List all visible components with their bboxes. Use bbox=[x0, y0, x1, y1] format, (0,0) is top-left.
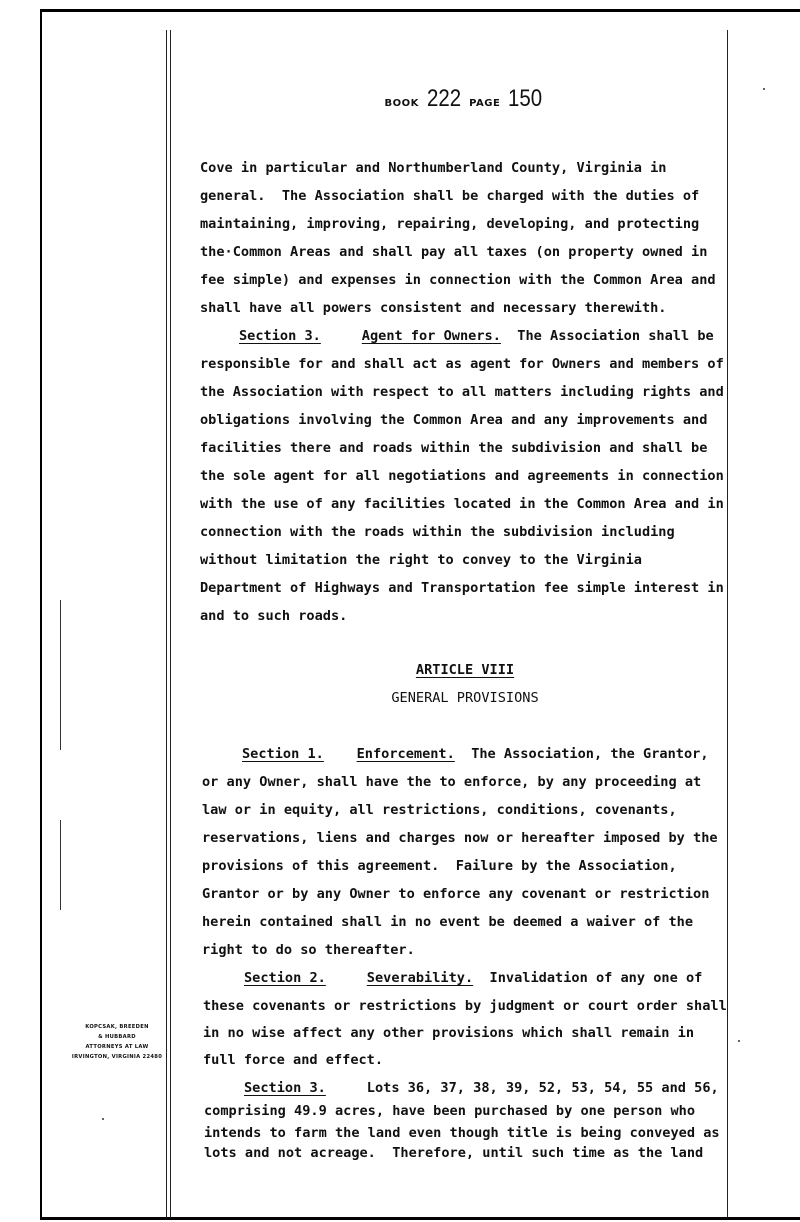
body-line: right to do so thereafter. bbox=[202, 942, 415, 958]
body-line: full force and effect. bbox=[203, 1052, 384, 1068]
body-line: Cove in particular and Northumberland County, Virginia in bbox=[200, 160, 667, 176]
firm-address: IRVINGTON, VIRGINIA 22480 bbox=[71, 1054, 163, 1060]
body-line: fee simple) and expenses in connection with the Common Area and bbox=[200, 272, 716, 288]
body-line: obligations involving the Common Area and any improvements and bbox=[200, 412, 708, 428]
right-margin-rule bbox=[727, 30, 728, 1218]
body-line: the Association with respect to all matters including rights and bbox=[200, 384, 724, 400]
section-1-first-line bbox=[242, 746, 709, 762]
page-border-left bbox=[40, 9, 42, 1220]
scan-speck bbox=[763, 88, 765, 90]
scan-edge-mark bbox=[60, 820, 61, 910]
scan-speck bbox=[738, 1040, 740, 1042]
body-line: herein contained shall in no event be deemed a waiver of the bbox=[202, 914, 694, 930]
section-heading: Enforcement. bbox=[356, 746, 455, 762]
body-line: maintaining, improving, repairing, developing, and protecting bbox=[200, 216, 700, 232]
section-3-agent-first-line bbox=[239, 328, 714, 344]
section-heading: Agent for Owners. bbox=[361, 328, 501, 344]
firm-name-cont: & HUBBARD bbox=[98, 1034, 136, 1040]
firm-profession: ATTORNEYS AT LAW bbox=[85, 1044, 149, 1050]
body-line: law or in equity, all restrictions, conditions, covenants, bbox=[202, 802, 677, 818]
body-line: or any Owner, shall have the to enforce, by any proceeding at bbox=[202, 774, 702, 790]
section-3-lots-first-line bbox=[244, 1080, 719, 1096]
body-line: with the use of any facilities located in the Common Area and in bbox=[200, 496, 724, 512]
body-line: responsible for and shall act as agent for Owners and members of bbox=[200, 356, 724, 372]
body-text: The Association, the Grantor, bbox=[471, 746, 709, 762]
book-page-header bbox=[200, 85, 730, 113]
book-label: BOOK bbox=[384, 98, 419, 109]
body-line: reservations, liens and charges now or hereafter imposed by the bbox=[202, 830, 718, 846]
firm-name: KOPCSAK, BREEDEN bbox=[85, 1024, 149, 1030]
body-line: connection with the roads within the subdivision including bbox=[200, 524, 675, 540]
body-line: facilities there and roads within the subdivision and shall be bbox=[200, 440, 708, 456]
body-line: Department of Highways and Transportation fee simple interest in bbox=[200, 580, 724, 596]
scan-edge-mark bbox=[60, 600, 61, 750]
page-number: 150 bbox=[508, 85, 543, 112]
body-line: Grantor or by any Owner to enforce any covenant or restriction bbox=[202, 886, 710, 902]
body-line: the·Common Areas and shall pay all taxes (on property owned in bbox=[200, 244, 708, 260]
body-line: provisions of this agreement. Failure by the Association, bbox=[202, 858, 677, 874]
article-title: ARTICLE VIII bbox=[415, 662, 515, 678]
section-label: Section 1. bbox=[242, 746, 324, 762]
margin-rule bbox=[170, 30, 171, 1218]
body-line: general. The Association shall be charged with the duties of bbox=[200, 188, 700, 204]
section-2-first-line bbox=[244, 970, 702, 986]
body-line: without limitation the right to convey to the Virginia bbox=[200, 552, 642, 568]
body-line: the sole agent for all negotiations and agreements in connection bbox=[200, 468, 724, 484]
body-line: in no wise affect any other provisions which shall remain in bbox=[203, 1025, 695, 1041]
body-line: shall have all powers consistent and necessary therewith. bbox=[200, 300, 667, 316]
section-label: Section 3. bbox=[244, 1080, 326, 1096]
body-line: intends to farm the land even though title is being conveyed as bbox=[204, 1125, 720, 1141]
article-subtitle: GENERAL PROVISIONS bbox=[391, 690, 539, 706]
body-line: comprising 49.9 acres, have been purchased by one person who bbox=[204, 1103, 696, 1119]
page-label: PAGE bbox=[469, 98, 501, 109]
section-heading: Severability. bbox=[366, 970, 474, 986]
body-text: Lots 36, 37, 38, 39, 52, 53, 54, 55 and 56, bbox=[366, 1080, 719, 1096]
section-label: Section 3. bbox=[239, 328, 321, 344]
body-line: and to such roads. bbox=[200, 608, 348, 624]
section-label: Section 2. bbox=[244, 970, 326, 986]
page-border-top bbox=[40, 9, 800, 12]
body-text: The Association shall be bbox=[517, 328, 714, 344]
body-line: lots and not acreage. Therefore, until such time as the land bbox=[204, 1145, 704, 1161]
body-text: Invalidation of any one of bbox=[489, 970, 703, 986]
body-line: these covenants or restrictions by judgment or court order shall bbox=[203, 998, 727, 1014]
scan-speck bbox=[102, 1118, 104, 1120]
page-border-bottom bbox=[40, 1217, 800, 1220]
book-number: 222 bbox=[426, 85, 462, 112]
law-firm-stamp bbox=[64, 1022, 170, 1062]
